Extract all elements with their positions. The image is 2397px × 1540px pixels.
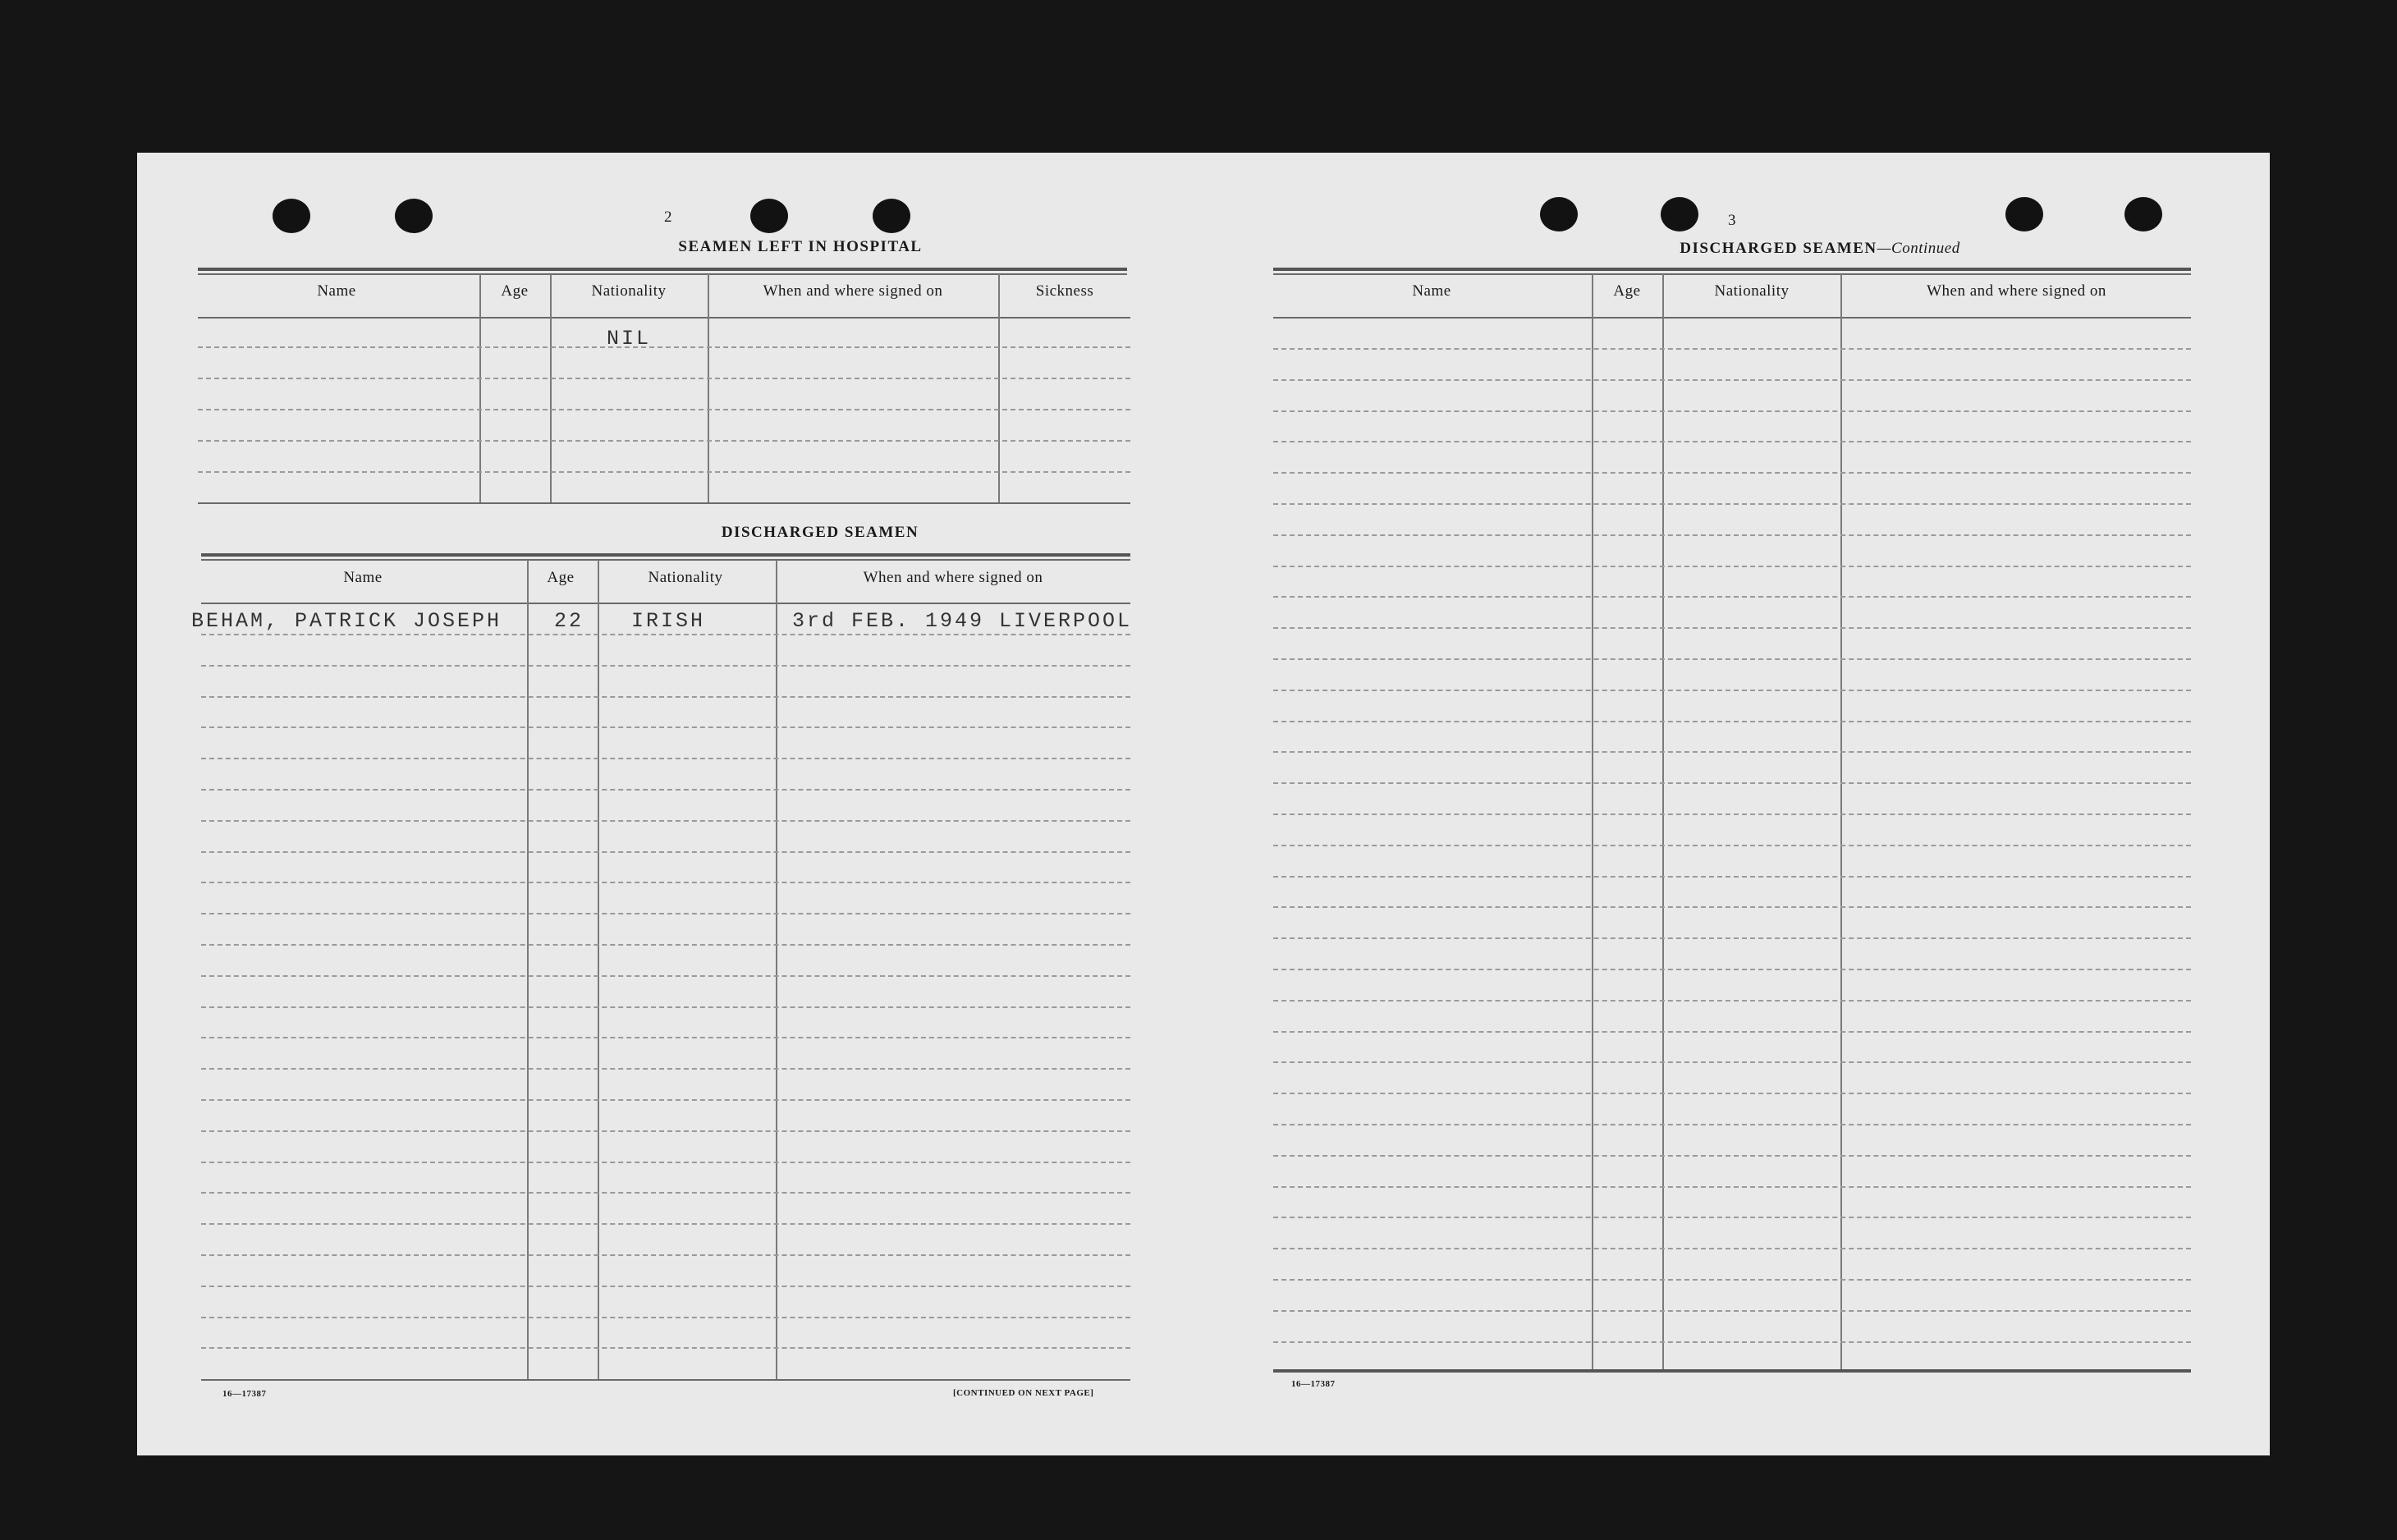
column-divider	[1840, 274, 1842, 1373]
row-line	[198, 346, 1130, 348]
hospital-table-title: SEAMEN LEFT IN HOSPITAL	[678, 238, 923, 255]
row-line	[1273, 1310, 2191, 1312]
column-divider	[598, 560, 599, 1381]
row-line	[1273, 814, 2191, 815]
row-line	[201, 944, 1130, 946]
row-line	[201, 789, 1130, 791]
table-top-rule	[1273, 268, 2191, 271]
row-line	[201, 634, 1130, 635]
row-line	[1273, 845, 2191, 846]
row-line	[201, 1099, 1130, 1101]
row-line	[1273, 1248, 2191, 1249]
row-line	[1273, 348, 2191, 350]
row-line	[1273, 1124, 2191, 1125]
row-line	[1273, 1155, 2191, 1157]
row-line	[1273, 472, 2191, 474]
left-page-number: 2	[664, 209, 673, 226]
column-header-signed-on: When and where signed on	[763, 282, 943, 300]
row-line	[1273, 503, 2191, 505]
punch-hole	[2005, 197, 2043, 231]
column-header-name: Name	[317, 282, 356, 300]
column-header-age: Age	[1613, 282, 1641, 300]
row-line	[1273, 566, 2191, 567]
table-top-rule	[198, 273, 1127, 275]
row-line	[201, 1162, 1130, 1163]
hospital-nil-entry: NIL	[607, 327, 652, 351]
row-line	[1273, 410, 2191, 412]
row-line	[1273, 627, 2191, 629]
continued-note: [CONTINUED ON NEXT PAGE]	[953, 1388, 1094, 1398]
row-line	[1273, 1279, 2191, 1281]
column-divider	[998, 274, 1000, 504]
row-line	[201, 820, 1130, 822]
table-bottom-rule	[198, 502, 1130, 504]
row-line	[201, 696, 1130, 698]
row-line	[201, 1286, 1130, 1287]
document-sheet	[137, 153, 2270, 1455]
discharged-row-nationality: IRISH	[631, 609, 706, 633]
row-line	[198, 440, 1130, 442]
row-line	[1273, 690, 2191, 691]
punch-hole	[1661, 197, 1698, 231]
column-header-signed-on: When and where signed on	[863, 569, 1043, 586]
table-top-rule	[1273, 273, 2191, 275]
header-rule	[1273, 317, 2191, 319]
column-header-nationality: Nationality	[648, 569, 723, 586]
row-line	[1273, 534, 2191, 536]
column-header-nationality: Nationality	[1714, 282, 1790, 300]
column-header-name: Name	[343, 569, 383, 586]
row-line	[1273, 751, 2191, 753]
row-line	[1273, 906, 2191, 908]
right-table-title-main: DISCHARGED SEAMEN	[1680, 240, 1877, 257]
column-header-nationality: Nationality	[591, 282, 667, 300]
row-line	[201, 1254, 1130, 1256]
row-line	[201, 1192, 1130, 1194]
right-table-title-suffix: —Continued	[1877, 240, 1960, 257]
column-divider	[479, 274, 481, 504]
row-line	[201, 1223, 1130, 1225]
row-line	[201, 1317, 1130, 1318]
discharged-row-signed-on: 3rd FEB. 1949 LIVERPOOL	[792, 609, 1133, 633]
column-divider	[527, 560, 529, 1381]
punch-hole	[750, 199, 788, 233]
row-line	[198, 378, 1130, 379]
row-line	[201, 758, 1130, 759]
row-line	[1273, 658, 2191, 660]
form-number: 16—17387	[1291, 1379, 1336, 1389]
row-line	[201, 913, 1130, 914]
column-header-sickness: Sickness	[1035, 282, 1094, 300]
column-divider	[1662, 274, 1664, 1373]
row-line	[1273, 1000, 2191, 1001]
punch-hole	[873, 199, 910, 233]
row-line	[201, 726, 1130, 728]
column-header-name: Name	[1412, 282, 1451, 300]
row-line	[1273, 721, 2191, 722]
row-line	[198, 409, 1130, 410]
column-header-age: Age	[501, 282, 529, 300]
header-rule	[201, 603, 1130, 604]
row-line	[1273, 1341, 2191, 1343]
row-line	[1273, 379, 2191, 381]
row-line	[201, 882, 1130, 883]
discharged-table-title: DISCHARGED SEAMEN	[721, 524, 919, 541]
discharged-row-name: BEHAM, PATRICK JOSEPH	[191, 609, 502, 633]
row-line	[1273, 876, 2191, 878]
column-header-age: Age	[547, 569, 575, 586]
row-line	[1273, 1186, 2191, 1188]
row-line	[201, 1130, 1130, 1132]
row-line	[1273, 969, 2191, 970]
row-line	[1273, 937, 2191, 939]
row-line	[201, 665, 1130, 667]
row-line	[1273, 1217, 2191, 1218]
table-top-rule	[198, 268, 1127, 271]
row-line	[1273, 782, 2191, 784]
table-top-rule	[201, 559, 1130, 561]
row-line	[198, 471, 1130, 473]
row-line	[1273, 441, 2191, 442]
column-divider	[1592, 274, 1593, 1373]
table-bottom-rule	[1273, 1369, 2191, 1373]
row-line	[201, 851, 1130, 853]
table-bottom-rule	[201, 1379, 1130, 1381]
punch-hole	[2124, 197, 2162, 231]
row-line	[201, 1037, 1130, 1038]
row-line	[201, 975, 1130, 977]
row-line	[201, 1347, 1130, 1349]
row-line	[201, 1068, 1130, 1070]
column-header-signed-on: When and where signed on	[1927, 282, 2106, 300]
row-line	[201, 1006, 1130, 1008]
table-top-rule	[201, 553, 1130, 557]
right-table-title	[1451, 240, 2189, 258]
column-divider	[776, 560, 777, 1381]
column-divider	[708, 274, 709, 504]
row-line	[1273, 1031, 2191, 1033]
punch-hole	[273, 199, 310, 233]
form-number: 16—17387	[222, 1389, 267, 1399]
row-line	[1273, 1061, 2191, 1063]
row-line	[1273, 596, 2191, 598]
discharged-row-age: 22	[554, 609, 584, 633]
header-rule	[198, 317, 1130, 319]
row-line	[1273, 1093, 2191, 1094]
punch-hole	[395, 199, 433, 233]
punch-hole	[1540, 197, 1578, 231]
right-page-number: 3	[1728, 212, 1737, 229]
column-divider	[550, 274, 552, 504]
